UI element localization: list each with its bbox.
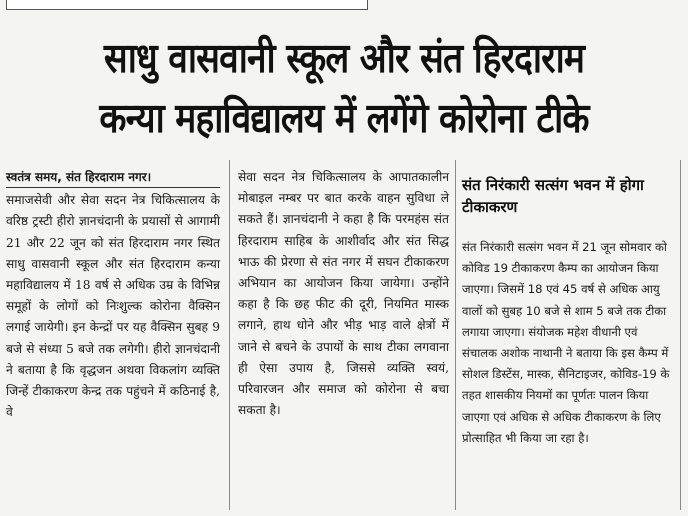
dateline: स्वतंत्र समय, संत हिरदाराम नगर।: [6, 170, 152, 184]
column-2-body-text: सेवा सदन नेत्र चिकित्सालय के आपातकालीन मोबाइल नम्बर पर बात करके वाहन सुविधा ले सकते हैं। ज्ञानचंदानी ने कहा है कि परमहंस संत हिरदाराम साहिब के आशीर्वाद और संत सिद्ध भाऊ की प्रेरणा से संत नगर में सघन टीकाकरण अभियान का आयोजन किया जायेगा। उन्होंने कहा है कि छह फीट की दूरी, नियमित मास्क लगाने, हाथ धोने और भीड़ भाड़ वाले क्षेत्रों में जाने से बचने के उपायों के साथ टीका लगवाना ही ऐसा उपाय है, जिससे व्यक्ति स्वयं, परिवारजन और समाज को कोरोना से बचा सकता है।: [238, 170, 449, 418]
article-column-3: [462, 237, 670, 449]
column-divider-1: [229, 160, 230, 510]
headline-line-2: कन्या महाविद्यालय में लगेंगे कोरोना टीके: [99, 94, 589, 142]
headline-line-1: साधु वासवानी स्कूल और संत हिरदाराम: [103, 34, 585, 82]
top-border-strip: [0, 0, 688, 16]
article-column-2: [238, 167, 449, 421]
column-3-body-text: संत निरंकारी सत्संग भवन में 21 जून सोमवार को कोविड 19 टीकाकरण कैम्प का आयोजन किया जाएगा। जिसमें 18 एवं 45 वर्ष से अधिक आयु वालों को सुबह 10 बजे से शाम 5 बजे तक टीका लगाया जाएगा। संयोजक महेश वीधानी एवं संचालक अशोक नाथानी ने बताया कि इस कैम्प में सोशल डिस्टेंस, मास्क, सैनिटाइजर, कोविड-19 के तहत शासकीय नियमों का पूर्णतः पालन किया जाएगा एवं अधिक से अधिक टीकाकरण के लिए प्रोत्साहित भी किया जा रहा है।: [462, 240, 670, 445]
column-divider-2: [455, 160, 456, 510]
article-column-1: [6, 167, 220, 423]
previous-article-box-edge: [6, 0, 368, 10]
column-divider-3: [680, 160, 681, 510]
article-headline: [55, 28, 633, 148]
sidebar-subheading: संत निरंकारी सत्संग भवन में होगा टीकाकरण: [462, 176, 644, 216]
column-1-body-text: समाजसेवी और सेवा सदन नेत्र चिकित्सालय के वरिष्ठ ट्रस्टी हीरो ज्ञानचंदानी के प्रयासों से आगामी 21 और 22 जून को संत हिरदाराम नगर स्थित साधु वासवानी स्कूल और संत हिरदाराम कन्या महाविद्यालय में 18 वर्ष से अधिक उम्र के विभिन्न समूहों के लोगों को निःशुल्क कोरोना वैक्सिन लगाई जायेगी। इन केन्द्रों पर यह वैक्सिन सुबह 9 बजे से संध्या 5 बजे तक लगेगी। हीरो ज्ञानचंदानी ने बताया है कि वृद्धजन अथवा विकलांग व्यक्ति जिन्हें टीकाकरण केन्द्र तक पहुंचने में कठिनाई है, वे: [6, 193, 220, 420]
